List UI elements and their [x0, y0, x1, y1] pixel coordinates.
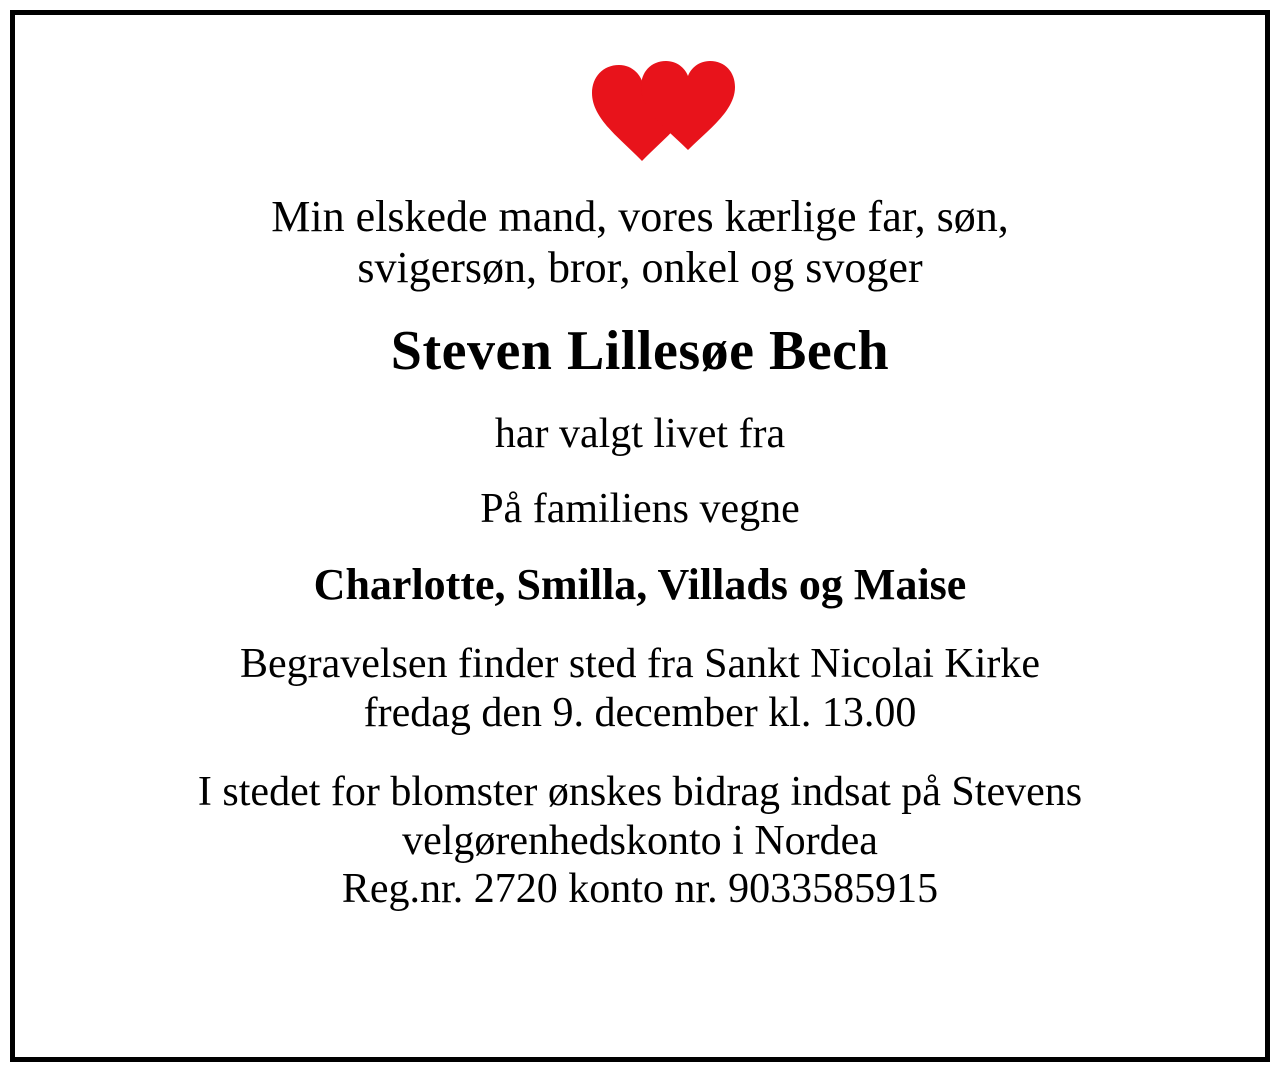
passing-text: har valgt livet fra [494, 411, 786, 458]
double-hearts-icon [535, 53, 745, 173]
donation-line-3: Reg.nr. 2720 konto nr. 9033585915 [341, 866, 939, 913]
family-names: Charlotte, Smilla, Villads og Maise [313, 560, 967, 610]
on-behalf-text: På familiens vegne [480, 485, 800, 532]
donation-line-1: I stedet for blomster ønskes bidrag indsat på Stevens [197, 768, 1083, 815]
intro-line-2: svigersøn, bror, onkel og svoger [357, 243, 923, 293]
funeral-details [75, 640, 1205, 737]
deceased-name: Steven Lillesøe Bech [390, 320, 890, 383]
funeral-line-1: Begravelsen finder sted fra Sankt Nicolai Kirke [239, 641, 1041, 688]
obituary-notice [10, 10, 1270, 1062]
intro-text [75, 191, 1205, 293]
obituary-content [15, 15, 1265, 1057]
funeral-line-2: fredag den 9. december kl. 13.00 [363, 690, 917, 737]
donation-details [75, 768, 1205, 914]
intro-line-1: Min elskede mand, vores kærlige far, søn, [271, 192, 1009, 241]
donation-line-2: velgørenhedskonto i Nordea [402, 817, 878, 864]
